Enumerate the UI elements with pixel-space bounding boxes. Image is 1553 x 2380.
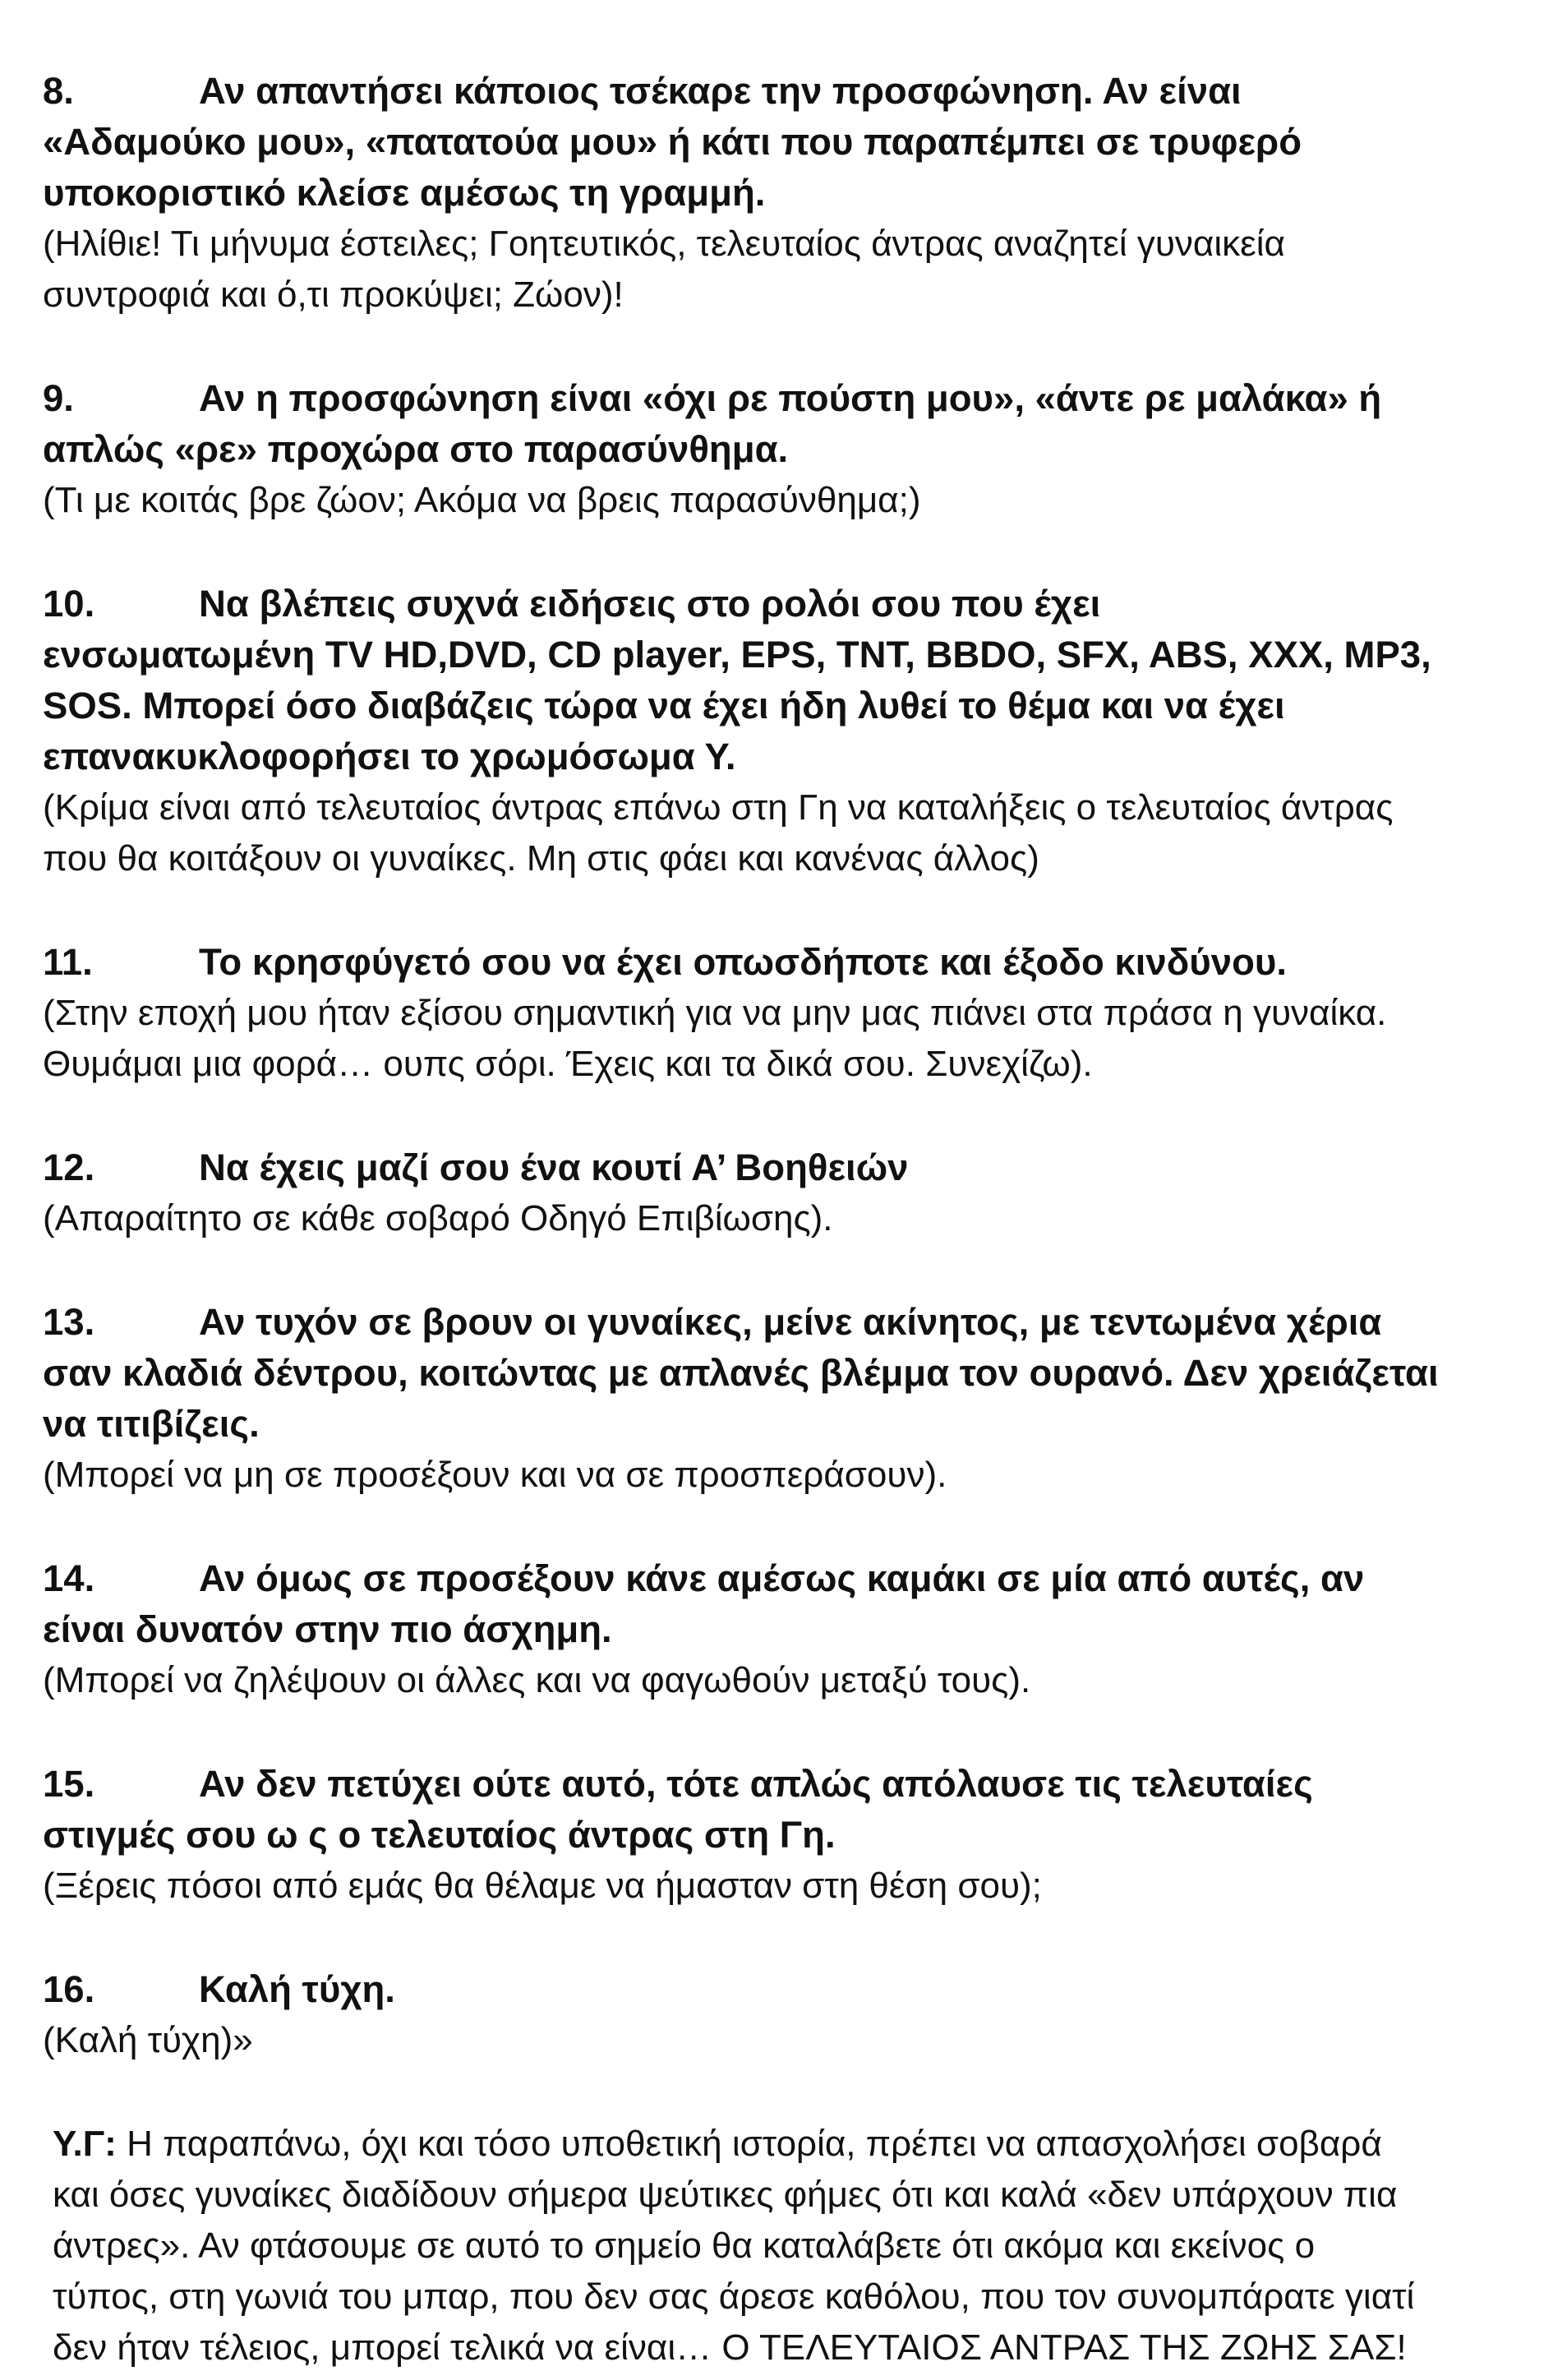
item-heading-line bbox=[43, 1297, 1504, 1348]
item-heading-line bbox=[43, 1553, 1504, 1604]
item-comment-line: (Απαραίτητο σε κάθε σοβαρό Οδηγό Επιβίωσης). bbox=[43, 1198, 833, 1238]
item-heading-line: να τιτιβίζεις. bbox=[43, 1403, 260, 1445]
item-number: 12. bbox=[43, 1146, 95, 1188]
list-item-15 bbox=[43, 1759, 1504, 1912]
item-heading-line: επανακυκλοφορήσει το χρωμόσωμα Υ. bbox=[43, 736, 736, 777]
item-heading-line: SOS. Μπορεί όσο διαβάζεις τώρα να έχει ήδη λυθεί το θέμα και να έχει bbox=[43, 685, 1285, 726]
postscript-line: και όσες γυναίκες διαδίδουν σήμερα ψεύτικες φήμες ότι και καλά «δεν υπάρχουν πια bbox=[53, 2175, 1398, 2215]
item-comment-line: συντροφιά και ό,τι προκύψει; Ζώον)! bbox=[43, 274, 624, 315]
list-item-9 bbox=[43, 373, 1504, 526]
list-item-11 bbox=[43, 937, 1504, 1090]
item-comment-line: (Μπορεί να μη σε προσέξουν και να σε προσπεράσουν). bbox=[43, 1455, 947, 1495]
item-heading-line: στιγμές σου ω ς ο τελευταίος άντρας στη Γη. bbox=[43, 1814, 836, 1856]
item-heading-text: Αν απαντήσει κάποιος τσέκαρε την προσφώνηση. Αν είναι bbox=[199, 70, 1242, 112]
item-comment-line: (Κρίμα είναι από τελευταίος άντρας επάνω στη Γη να καταλήξεις ο τελευταίος άντρας bbox=[43, 787, 1394, 828]
item-heading-text: Αν τυχόν σε βρουν οι γυναίκες, μείνε ακίνητος, με τεντωμένα χέρια bbox=[199, 1301, 1382, 1343]
item-heading-line bbox=[43, 1964, 1504, 2015]
list-item-13 bbox=[43, 1297, 1504, 1501]
item-number: 13. bbox=[43, 1301, 95, 1343]
item-heading-line bbox=[43, 937, 1504, 988]
item-heading-line: απλώς «ρε» προχώρα στο παρασύνθημα. bbox=[43, 428, 789, 470]
item-number: 15. bbox=[43, 1763, 95, 1805]
item-heading-line: «Αδαμούκο μου», «πατατούα μου» ή κάτι που παραπέμπει σε τρυφερό bbox=[43, 121, 1302, 163]
item-number: 8. bbox=[43, 70, 74, 112]
item-comment-line: (Ηλίθιε! Τι μήνυμα έστειλες; Γοητευτικός, τελευταίος άντρας αναζητεί γυναικεία bbox=[43, 224, 1285, 264]
postscript-text: Η παραπάνω, όχι και τόσο υποθετική ιστορία, πρέπει να απασχολήσει σοβαρά bbox=[116, 2124, 1382, 2164]
item-comment-line: (Στην εποχή μου ήταν εξίσου σημαντική για να μην μας πιάνει στα πράσα η γυναίκα. bbox=[43, 993, 1387, 1033]
list-item-10 bbox=[43, 579, 1504, 884]
item-heading-line bbox=[43, 373, 1504, 424]
item-number: 10. bbox=[43, 583, 95, 625]
item-heading-line: υποκοριστικό κλείσε αμέσως τη γραμμή. bbox=[43, 172, 766, 214]
list-item-14 bbox=[43, 1553, 1504, 1706]
item-heading-text: Αν όμως σε προσέξουν κάνε αμέσως καμάκι σε μία από αυτές, αν bbox=[199, 1557, 1365, 1599]
item-comment-line: Θυμάμαι μια φορά… ουπς σόρι. Έχεις και τα δικά σου. Συνεχίζω). bbox=[43, 1044, 1093, 1084]
item-number: 14. bbox=[43, 1557, 95, 1599]
item-heading-text: Καλή τύχη. bbox=[199, 1968, 395, 2010]
item-comment-line: που θα κοιτάξουν οι γυναίκες. Μη στις φάει και κανένας άλλος) bbox=[43, 838, 1039, 879]
postscript-line: άντρες». Αν φτάσουμε σε αυτό το σημείο θα καταλάβετε ότι ακόμα και εκείνος ο bbox=[53, 2225, 1316, 2266]
item-number: 16. bbox=[43, 1968, 95, 2010]
item-comment-line: (Καλή τύχη)» bbox=[43, 2020, 253, 2060]
item-number: 11. bbox=[43, 941, 93, 983]
postscript-line: δεν ήταν τέλειος, μπορεί τελικά να είναι… Ο ΤΕΛΕΥΤΑΙΟΣ ΑΝΤΡΑΣ ΤΗΣ ΖΩΗΣ ΣΑΣ! bbox=[53, 2327, 1407, 2368]
item-heading-line: σαν κλαδιά δέντρου, κοιτώντας με απλανές βλέμμα τον ουρανό. Δεν χρειάζεται bbox=[43, 1352, 1439, 1394]
list-item-16 bbox=[43, 1964, 1504, 2066]
item-number: 9. bbox=[43, 377, 74, 419]
postscript-label: Υ.Γ: bbox=[53, 2124, 117, 2164]
postscript bbox=[53, 2119, 1504, 2373]
item-comment-line: (Ξέρεις πόσοι από εμάς θα θέλαμε να ήμασταν στη θέση σου); bbox=[43, 1866, 1042, 1906]
item-heading-text: Το κρησφύγετό σου να έχει οπωσδήποτε και έξοδο κινδύνου. bbox=[199, 941, 1287, 983]
list-item-8 bbox=[43, 66, 1504, 321]
postscript-line: τύπος, στη γωνιά του μπαρ, που δεν σας άρεσε καθόλου, που τον συνομπάρατε γιατί bbox=[53, 2276, 1415, 2317]
item-heading-text: Να βλέπεις συχνά ειδήσεις στο ρολόι σου που έχει bbox=[199, 583, 1101, 625]
item-comment-line: (Μπορεί να ζηλέψουν οι άλλες και να φαγωθούν μεταξύ τους). bbox=[43, 1660, 1031, 1700]
item-heading-line bbox=[43, 1142, 1504, 1193]
item-heading-text: Αν η προσφώνηση είναι «όχι ρε πούστη μου», «άντε ρε μαλάκα» ή bbox=[199, 377, 1382, 419]
list-item-12 bbox=[43, 1142, 1504, 1244]
item-heading-line bbox=[43, 1759, 1504, 1810]
item-heading-text: Να έχεις μαζί σου ένα κουτί Α’ Βοηθειών bbox=[199, 1146, 909, 1188]
item-heading-line: είναι δυνατόν στην πιο άσχημη. bbox=[43, 1608, 612, 1650]
item-heading-text: Αν δεν πετύχει ούτε αυτό, τότε απλώς απόλαυσε τις τελευταίες bbox=[199, 1763, 1313, 1805]
item-comment-line: (Τι με κοιτάς βρε ζώον; Ακόμα να βρεις παρασύνθημα;) bbox=[43, 480, 921, 520]
item-heading-line bbox=[43, 579, 1504, 630]
postscript-line bbox=[53, 2119, 1504, 2170]
item-heading-line: ενσωματωμένη TV HD,DVD, CD player, EPS, TNT, BBDO, SFX, ABS, XXX, MP3, bbox=[43, 634, 1431, 676]
item-heading-line bbox=[43, 66, 1504, 117]
